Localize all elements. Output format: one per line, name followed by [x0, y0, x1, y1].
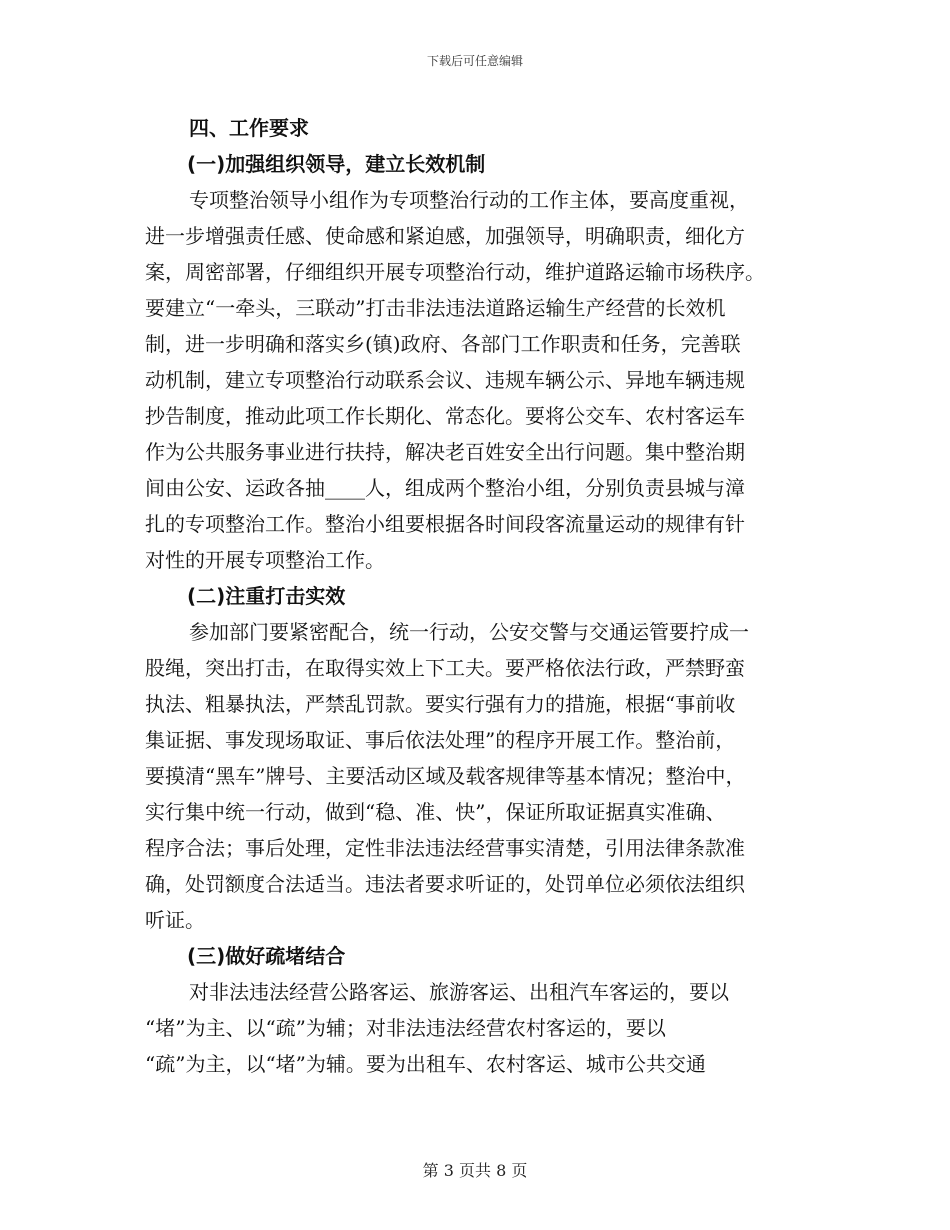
paragraph-line: 听证。	[145, 908, 205, 932]
paragraph-line: 股绳，突出打击，在取得实效上下工夫。要严格依法行政，严禁野蛮	[145, 656, 745, 680]
page-footer: 第 3 页共 8 页	[422, 1161, 528, 1180]
paragraph-line: “堵”为主、以“疏”为辅；对非法违法经营农村客运的，要以	[145, 1016, 666, 1040]
paragraph-line: 参加部门要紧密配合，统一行动，公安交警与交通运管要拧成一	[189, 620, 749, 644]
paragraph-line: 集证据、事发现场取证、事后依法处理”的程序开展工作。整治前，	[145, 728, 736, 752]
paragraph-line: 进一步增强责任感、使命感和紧迫感，加强领导，明确职责，细化方	[145, 224, 745, 248]
subsection-3-title: (三)做好疏堵结合	[187, 944, 346, 968]
paragraph-line: 抄告制度，推动此项工作长期化、常态化。要将公交车、农村客运车	[145, 404, 745, 428]
paragraph-line: 要建立“一牵头，三联动”打击非法违法道路运输生产经营的长效机	[145, 296, 726, 320]
page-header: 下载后可任意编辑	[426, 54, 523, 68]
paragraph-line: 专项整治领导小组作为专项整治行动的工作主体，要高度重视，	[189, 188, 749, 212]
paragraph-line: 执法、粗暴执法，严禁乱罚款。要实行强有力的措施，根据“事前收	[145, 692, 736, 716]
paragraph-line: 要摸清“黑车”牌号、主要活动区域及载客规律等基本情况；整治中，	[145, 764, 746, 788]
paragraph-line: 对非法违法经营公路客运、旅游客运、出租汽车客运的，要以	[189, 980, 729, 1004]
paragraph-line: 动机制，建立专项整治行动联系会议、违规车辆公示、异地车辆违规	[145, 368, 745, 392]
paragraph-line: “疏”为主，以“堵”为辅。要为出租车、农村客运、城市公共交通	[145, 1052, 706, 1076]
document-body	[145, 110, 815, 1082]
paragraph-line: 案，周密部署，仔细组织开展专项整治行动，维护道路运输市场秩序。	[145, 260, 765, 284]
subsection-2-title: (二)注重打击实效	[187, 584, 346, 608]
paragraph-line: 扎的专项整治工作。整治小组要根据各时间段客流量运动的规律有针	[145, 512, 745, 536]
paragraph-line: 制，进一步明确和落实乡(镇)政府、各部门工作职责和任务，完善联	[145, 332, 741, 356]
paragraph-line: 间由公安、运政各抽____人，组成两个整治小组，分别负责县城与漳	[145, 476, 745, 500]
section-title: 四、工作要求	[189, 116, 309, 140]
paragraph-line: 程序合法；事后处理，定性非法违法经营事实清楚，引用法律条款准	[145, 836, 745, 860]
subsection-1-title: (一)加强组织领导，建立长效机制	[187, 152, 486, 176]
paragraph-line: 对性的开展专项整治工作。	[145, 548, 385, 572]
paragraph-line: 实行集中统一行动，做到“稳、准、快”，保证所取证据真实准确、	[145, 800, 726, 824]
paragraph-line: 确，处罚额度合法适当。违法者要求听证的，处罚单位必须依法组织	[145, 872, 745, 896]
paragraph-line: 作为公共服务事业进行扶持，解决老百姓安全出行问题。集中整治期	[145, 440, 745, 464]
